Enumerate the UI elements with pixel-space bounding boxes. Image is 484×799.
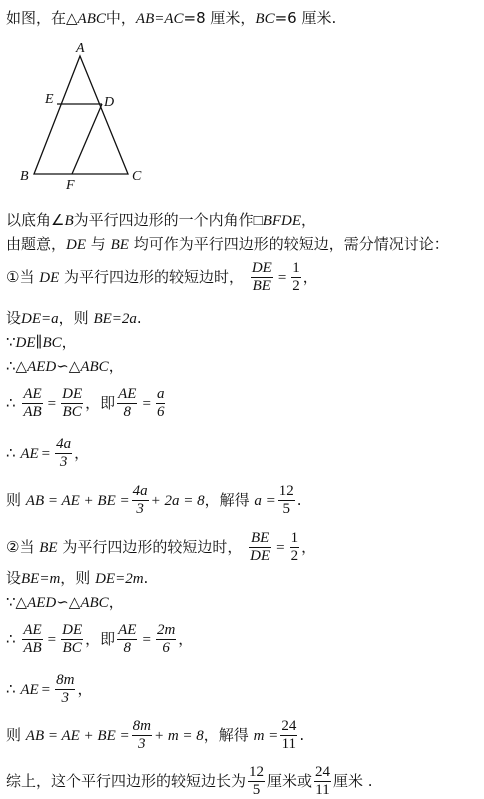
fraction: $\frac{AE}{8}$ [118, 622, 137, 656]
triangle-abc: △ABC [66, 11, 106, 27]
problem-text-3: =8 厘米， [183, 9, 256, 27]
expr: △AED∽△ABC [15, 595, 109, 611]
text: 则 [6, 726, 22, 744]
label-a: A [76, 41, 85, 56]
punct: ， [108, 357, 124, 375]
case-text: 为平行四边形的较短边时， [62, 538, 243, 556]
expr: AB = AE + BE = [25, 493, 130, 509]
expr: AB = AE + BE = [25, 728, 130, 744]
therefore-symbol: ∴ [6, 444, 16, 462]
label-f: F [66, 178, 75, 192]
case1-ae [6, 436, 89, 471]
case-label: ②当 [6, 538, 35, 556]
fraction: $\frac{8m}{3}$ [132, 718, 151, 752]
summary [6, 764, 373, 799]
case2-solve [6, 718, 304, 753]
summary-text: 厘米或 [267, 772, 313, 790]
equals: = [142, 396, 151, 412]
because-symbol: ∵ [6, 593, 16, 611]
equals: = [47, 396, 57, 412]
fraction-half: $\frac{1}{2}$ [292, 260, 300, 294]
expr: m = [253, 728, 279, 744]
eq-bc: BC [255, 11, 275, 27]
fraction: $\frac{8m}{3}$ [56, 672, 75, 706]
text: ，解得 [203, 726, 249, 744]
problem-statement [6, 8, 336, 29]
punct: ， [77, 680, 93, 698]
summary-text: 综上，这个平行四边形的较短边长为 [6, 772, 247, 790]
punct: ， [178, 630, 194, 648]
expr: a = [254, 493, 276, 509]
case2-set [6, 568, 148, 589]
var-ae: AE [20, 446, 39, 462]
punct: . [136, 309, 142, 327]
therefore-symbol: ∴ [6, 357, 16, 375]
fraction-de-be: $\frac{DE}{BE}$ [251, 260, 272, 294]
label-b: B [20, 169, 29, 184]
intro-text: 与 [90, 235, 106, 253]
therefore-symbol: ∴ [6, 680, 16, 698]
case2-title [6, 530, 316, 565]
fraction-half: $\frac{1}{2}$ [290, 530, 299, 564]
case2-similar [6, 592, 124, 613]
punct: ， [302, 268, 318, 286]
segment-df [72, 104, 102, 174]
label-d: D [104, 95, 115, 110]
text: ，则 [58, 309, 89, 327]
var-de: DE [66, 237, 87, 253]
punct: . [143, 569, 149, 587]
var-be: BE [39, 540, 58, 556]
problem-text-2: 中， [105, 9, 136, 27]
fraction-result: $\frac{24}{11}$ [281, 718, 297, 752]
case1-because [6, 332, 77, 353]
expr: BE=m [21, 571, 61, 587]
equals: = [47, 632, 57, 648]
fraction: $\frac{DE}{BC}$ [62, 622, 83, 656]
fraction: $\frac{AE}{8}$ [118, 386, 137, 420]
text: 设 [6, 309, 22, 327]
var-be: BE [110, 237, 129, 253]
expr: △AED∽△ABC [15, 359, 109, 375]
angle-b: B [64, 213, 74, 229]
fraction: $\frac{AE}{AB}$ [23, 386, 42, 420]
fraction: $\frac{2m}{6}$ [156, 622, 176, 656]
text: ，则 [60, 569, 91, 587]
equals: = [276, 540, 285, 556]
equals: = [41, 446, 51, 462]
expr: + 2a = 8 [150, 493, 205, 509]
intro-line-1 [6, 210, 316, 231]
expr: BE=2a [93, 311, 137, 327]
fraction-answer-1: $\frac{12}{5}$ [249, 764, 265, 798]
punct: . [299, 726, 305, 744]
fraction: $\frac{DE}{BC}$ [62, 386, 83, 420]
intro-text: 为平行四边形的一个内角作 [73, 211, 254, 229]
var-de: DE [39, 270, 60, 286]
punct: ， [74, 444, 90, 462]
triangle-figure [14, 40, 154, 192]
intro-line-2 [6, 234, 449, 255]
text: ，即 [85, 630, 116, 648]
eq-ab-ac: AB=AC [135, 11, 184, 27]
intro-text: 以底角∠ [6, 211, 65, 229]
text: ，解得 [204, 491, 250, 509]
intro-text: 由题意， [6, 235, 67, 253]
problem-text-4: =6 厘米. [274, 9, 337, 27]
punct: ， [301, 538, 317, 556]
text: 设 [6, 569, 22, 587]
expr: DE=a [21, 311, 59, 327]
punct: ， [108, 593, 124, 611]
label-c: C [132, 169, 142, 184]
punct: . [296, 491, 302, 509]
case-label: ①当 [6, 268, 35, 286]
case-text: 为平行四边形的较短边时， [64, 268, 245, 286]
expr: + m = 8 [153, 728, 204, 744]
therefore-symbol: ∴ [6, 394, 16, 412]
var-ae: AE [20, 682, 39, 698]
case2-ae [6, 672, 92, 707]
triangle-abc-shape [34, 56, 128, 174]
fraction-be-de: $\frac{BE}{DE}$ [250, 530, 271, 564]
punct: ， [61, 333, 77, 351]
expr: DE=2m [95, 571, 144, 587]
punct: ， [301, 211, 317, 229]
case1-solve [6, 483, 302, 518]
label-e: E [45, 92, 54, 107]
case2-proportion [6, 622, 193, 657]
case1-proportion [6, 386, 167, 421]
equals: = [41, 682, 51, 698]
problem-text-1: 如图，在 [6, 9, 67, 27]
fraction: $\frac{4a}{3}$ [132, 483, 148, 517]
fraction-result: $\frac{12}{5}$ [278, 483, 294, 517]
fraction: $\frac{a}{6}$ [156, 386, 165, 420]
case1-title [6, 260, 318, 295]
expr: DE∥BC [15, 335, 62, 351]
case1-similar [6, 356, 124, 377]
text: ，即 [85, 394, 116, 412]
summary-text: 厘米 . [333, 772, 373, 790]
because-symbol: ∵ [6, 333, 16, 351]
case1-set [6, 308, 142, 329]
fraction: $\frac{AE}{AB}$ [23, 622, 42, 656]
therefore-symbol: ∴ [6, 630, 16, 648]
parallelogram-bfde: □BFDE [253, 213, 302, 229]
text: 则 [6, 491, 22, 509]
equals: = [142, 632, 151, 648]
equals: = [277, 270, 287, 286]
intro-text: 均可作为平行四边形的较短边，需分情况讨论： [133, 235, 449, 253]
fraction: $\frac{4a}{3}$ [56, 436, 72, 470]
fraction-answer-2: $\frac{24}{11}$ [315, 764, 331, 798]
